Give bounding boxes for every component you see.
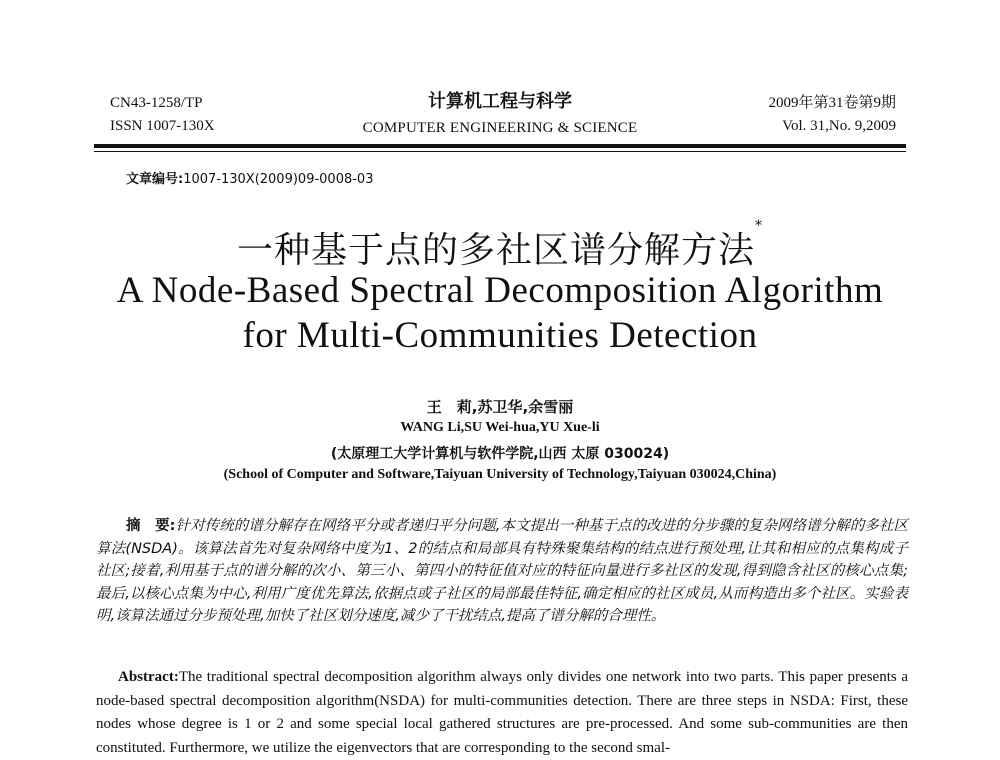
abstract-en-text: The traditional spectral decomposition algorithm always only divides one network into two parts. This paper presents a node-based spectral decomposition algorithm(NSDA) for multi-communities detection. There are three steps in NSDA: First, these nodes whose degree is 1 or 2 and some special local gathered structures are pre-processed. And some sub-communities are then constituted. Furthermore, we utilize the eigenvectors that are corresponding to the second smal- xyxy=(96,669,908,756)
cn-code: CN43-1258/TP xyxy=(110,95,203,111)
article-number xyxy=(126,168,373,187)
authors-en: WANG Li,SU Wei-hua,YU Xue-li xyxy=(400,420,600,435)
journal-name-zh: 计算机工程与科学 xyxy=(428,91,572,112)
journal-codes xyxy=(110,92,215,138)
abstract-en-label: Abstract: xyxy=(118,669,179,685)
header-rule-thick xyxy=(94,144,906,148)
header-rule-thin xyxy=(94,151,906,152)
abstract-en xyxy=(96,666,908,760)
journal-name-en: COMPUTER ENGINEERING & SCIENCE xyxy=(362,120,638,136)
issue-info xyxy=(768,92,896,138)
affiliation-en: (School of Computer and Software,Taiyuan University of Technology,Taiyuan 030024,China) xyxy=(223,467,777,482)
title-en-line2: for Multi-Communities Detection xyxy=(242,315,758,356)
title-footnote-mark: * xyxy=(755,218,763,234)
issn-code: ISSN 1007-130X xyxy=(110,118,215,134)
authors-zh: 王 莉,苏卫华,余雪丽 xyxy=(426,398,574,416)
abstract-zh-label: 摘 要: xyxy=(126,518,176,534)
abstract-zh-text: 针对传统的谱分解存在网络平分或者递归平分问题,本文提出一种基于点的改进的分步骤的复杂网络谱分解的多社区算法(NSDA)。该算法首先对复杂网络中度为1、2的结点和局部具有特殊聚集结构的结点进行预处理,让其和相应的点集构成子社区;接着,利用基于点的谱分解的次小、第三小、第四小的特征值对应的特征向量进行多社区的发现,得到隐含社区的核心点集;最后,以核心点集为中心,利用广度优先算法,依据点或子社区的局部最佳特征,确定相应的社区成员,从而构造出多个社区。实验表明,该算法通过分步预处理,加快了社区划分速度,减少了干扰结点,提高了谱分解的合理性。 xyxy=(96,518,908,624)
article-number-label: 文章编号: xyxy=(126,172,184,187)
title-zh xyxy=(0,218,1000,273)
affiliation-zh: (太原理工大学计算机与软件学院,山西 太原 030024) xyxy=(330,446,670,462)
journal-name xyxy=(250,90,750,139)
title-en-line1: A Node-Based Spectral Decomposition Algorithm xyxy=(116,270,884,311)
issue-info-en: Vol. 31,No. 9,2009 xyxy=(782,118,896,134)
article-number-value: 1007-130X(2009)09-0008-03 xyxy=(183,172,374,187)
title-zh-text: 一种基于点的多社区谱分解方法 xyxy=(236,230,755,271)
abstract-zh xyxy=(96,515,908,628)
title-en xyxy=(0,268,1000,358)
issue-info-zh: 2009年第31卷第9期 xyxy=(768,95,896,111)
